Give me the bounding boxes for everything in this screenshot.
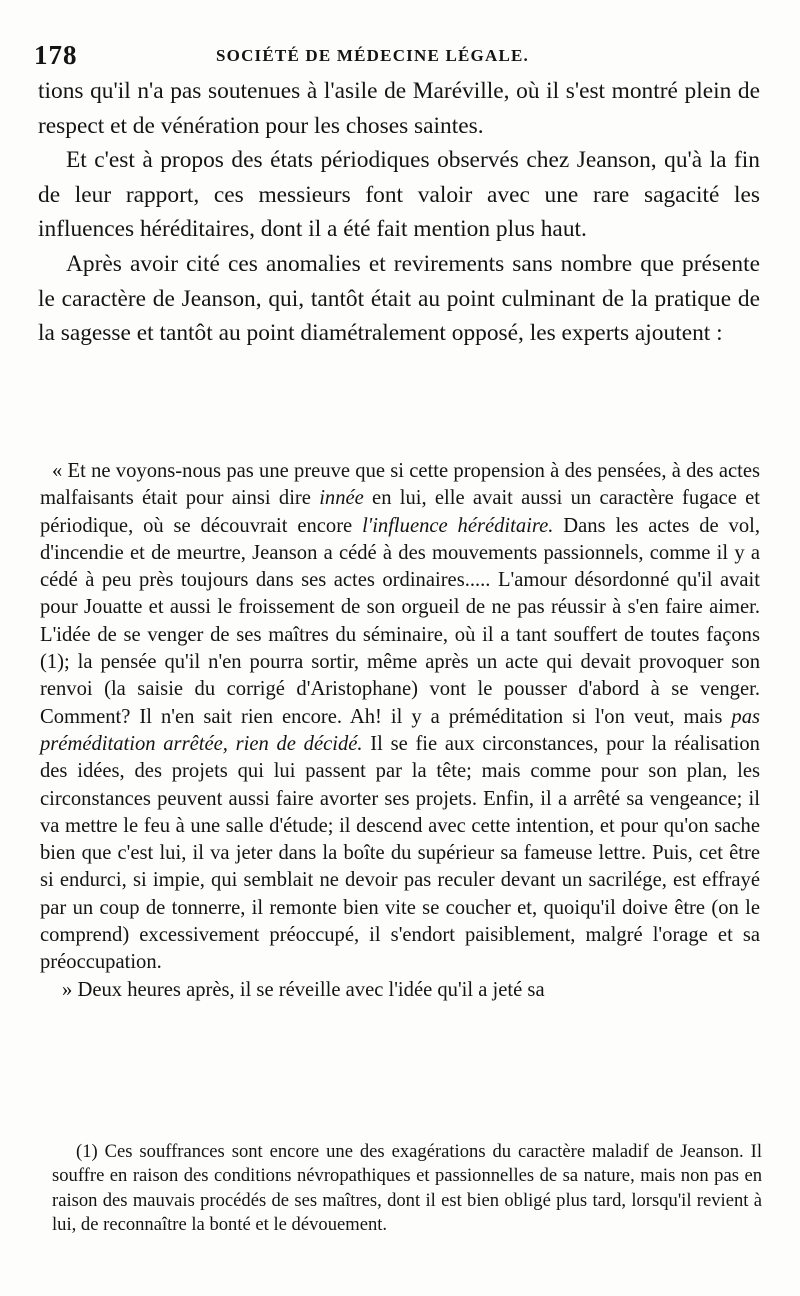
emphasis: pas préméditation arrêtée, rien de décidé. — [40, 705, 760, 755]
quote-text: Dans les actes de vol, d'incendie et de meurtre, Jeanson a cédé à des mouvements passionnels, comme il y a cédé à peu près toujours dans ses actes ordinaires..... L'amour désordonné qu'il avait pour Jouatte et aussi le froissement de son orgueil de ne pas réussir à s'en faire aimer. L'idée de se venger de ses maîtres du séminaire, où il a tant souffert de toutes façons (1); la pensée qu'il n'en pourra sortir, même après un acte qui devait provoquer son renvoi (la saisie du corrigé d'Aristophane) vont le pousser d'abord à se venger. Comment? Il n'en sait rien encore. Ah! il y a préméditation si l'on veut, mais — [40, 514, 760, 728]
footnote — [52, 1140, 762, 1238]
quote-text: « Et ne voyons-nous pas une preuve que si cette propension à des pensées, à des actes malfaisants était pour ainsi dire — [40, 460, 760, 510]
quote-text: en lui, elle avait aussi un caractère fugace et périodique, où se découvrait encore — [40, 487, 760, 537]
emphasis: l'influence héréditaire. — [362, 514, 554, 537]
emphasis: innée — [319, 487, 364, 510]
footnote-text: (1) Ces souffrances sont encore une des exagérations du caractère maladif de Jeanson. Il souffre en raison des conditions névropathiques et passionnelles de sa nature, mais non pas en raison des mauvais procédés de ses maîtres, dont il est bien obligé plus tard, lorsqu'il revient à lui, de reconnaître la bonté et le dévouement. — [52, 1141, 762, 1236]
quote-paragraph — [40, 458, 760, 977]
page-number: 178 — [34, 40, 78, 70]
paragraph-continuation: tions qu'il n'a pas soutenues à l'asile de Maréville, où il s'est montré plein de respect et de vénération pour les choses saintes. — [38, 78, 760, 139]
main-text — [38, 74, 760, 351]
running-title: SOCIÉTÉ DE MÉDECINE LÉGALE. — [216, 46, 529, 65]
quote-paragraph: » Deux heures après, il se réveille avec l'idée qu'il a jeté sa — [62, 978, 545, 1001]
quote-text: Il se fie aux circonstances, pour la réalisation des idées, des projets qui lui passent par la tête; mais comme pour son plan, les circonstances peuvent aussi faire avorter ses projets. Enfin, il a arrêté sa vengeance; il va mettre le feu à une salle d'étude; il descend avec cette intention, et pour qu'on sache bien que c'est lui, il va jeter dans la boîte du supérieur sa fameuse lettre. Puis, cet être si endurci, si impie, qui semblait ne devoir pas reculer devant un sacrilége, est effrayé par un coup de tonnerre, il remonte bien vite se coucher et, quoiqu'il doive être (on le comprend) excessivement préoccupé, il s'endort paisiblement, malgré l'orage et sa préoccupation. — [40, 732, 760, 974]
paragraph: Après avoir cité ces anomalies et revirements sans nombre que présente le caractère de Jeanson, qui, tantôt était au point culminant de la pratique de la sagesse et tantôt au point diamétralement opposé, les experts ajoutent : — [38, 250, 760, 347]
page-header — [34, 40, 774, 76]
paragraph: Et c'est à propos des états périodiques observés chez Jeanson, qu'à la fin de leur rapport, ces messieurs font valoir avec une rare sagacité les influences héréditaires, dont il a été fait mention plus haut. — [38, 147, 760, 243]
quoted-passage — [40, 458, 760, 1004]
